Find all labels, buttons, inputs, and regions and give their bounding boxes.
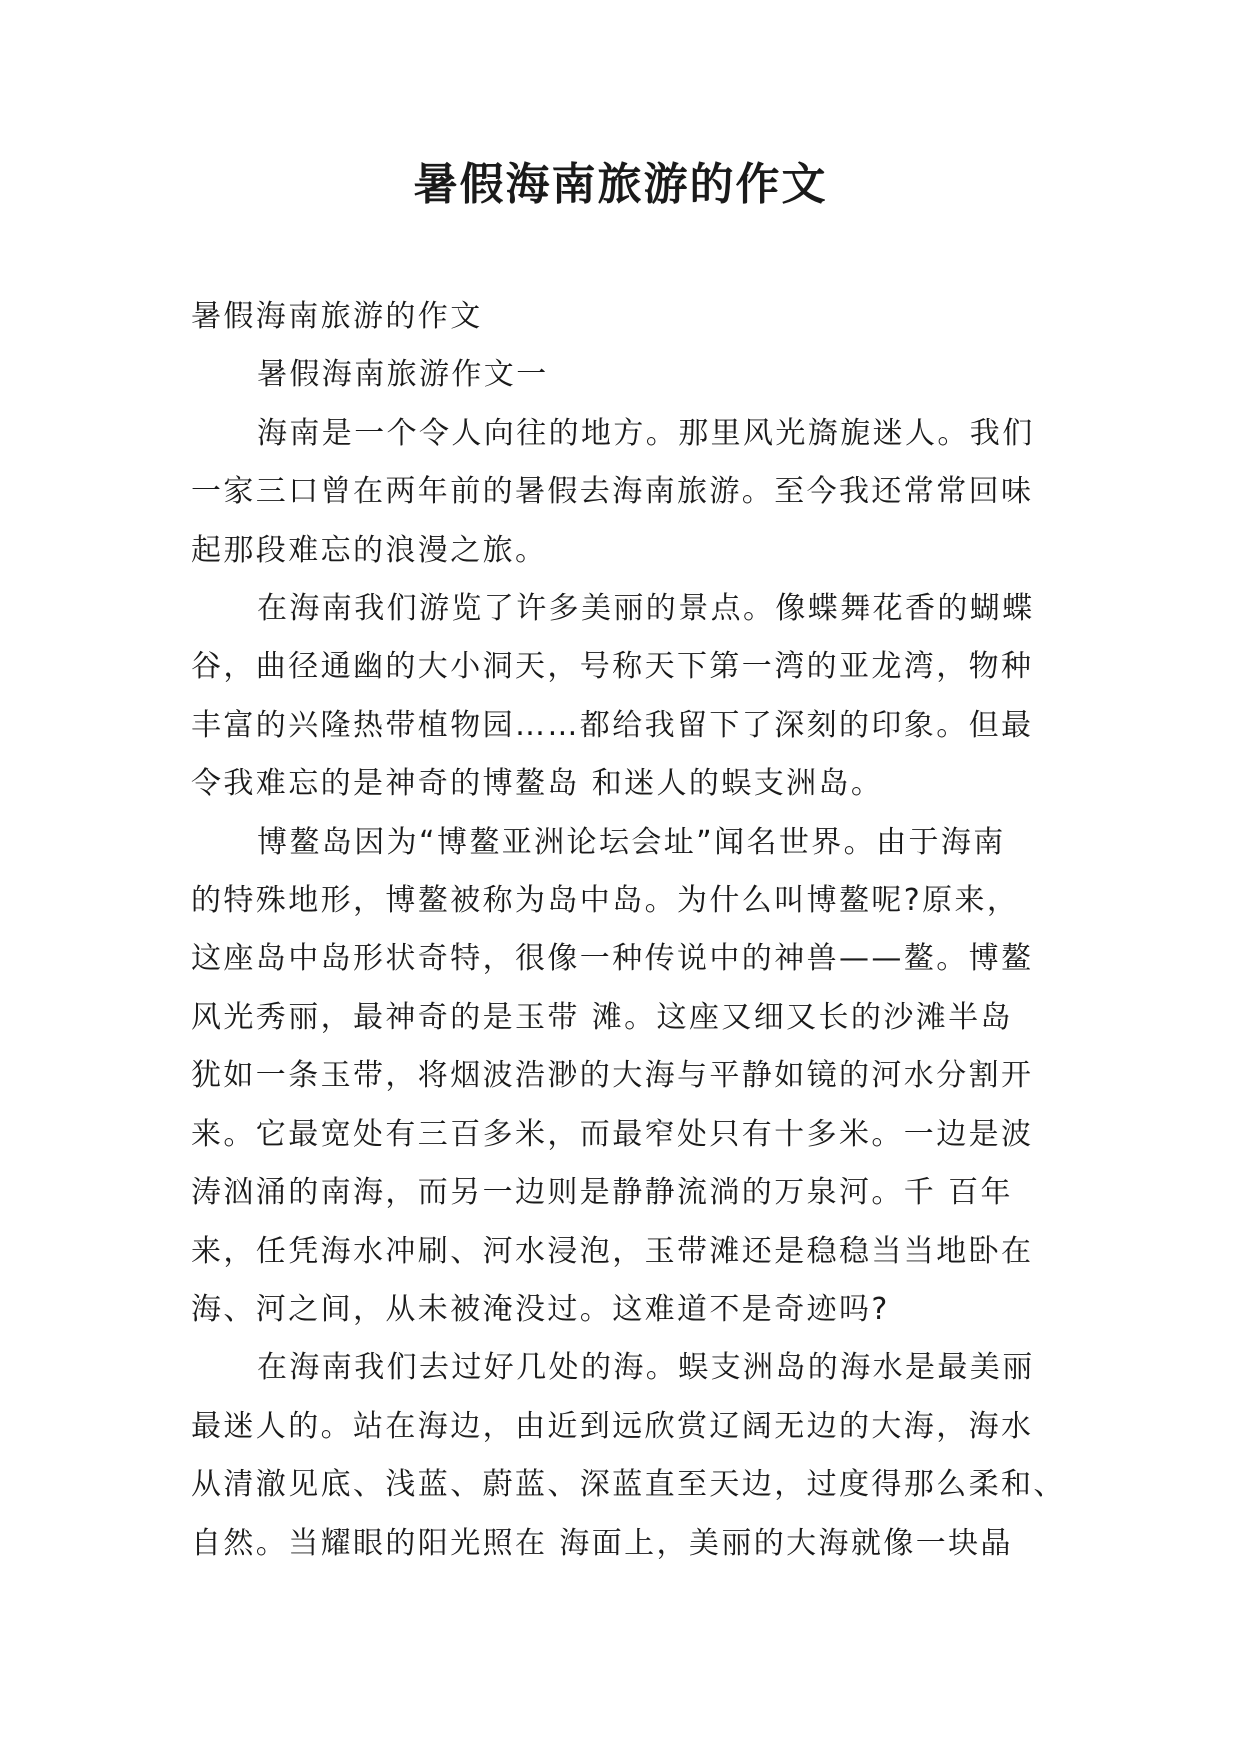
- text-line: 最迷人的。站在海边，由近到远欣赏辽阔无边的大海，海水: [191, 1408, 1034, 1444]
- text-line: 来，任凭海水冲刷、河水浸泡，玉带滩还是稳稳当当地卧在: [191, 1233, 1034, 1269]
- text-line: 海南是一个令人向往的地方。那里风光旖旎迷人。我们: [257, 415, 1035, 451]
- document-body: [191, 288, 1066, 1573]
- text-line: 在海南我们去过好几处的海。蜈支洲岛的海水是最美丽: [257, 1350, 1035, 1386]
- document-title: 暑假海南旅游的作文: [413, 159, 828, 210]
- text-line: 令我难忘的是神奇的博鳌岛 和迷人的蜈支洲岛。: [191, 766, 884, 802]
- text-line: 来。它最宽处有三百多米，而最窄处只有十多米。一边是波: [191, 1116, 1034, 1152]
- section-heading: 暑假海南旅游作文一: [257, 357, 549, 393]
- text-line: 从清澈见底、浅蓝、蔚蓝、深蓝直至天边，过度得那么柔和、: [191, 1467, 1066, 1503]
- text-line: 博鳌岛因为“博鳌亚洲论坛会址”闻名世界。由于海南: [257, 824, 1006, 860]
- text-line: 起那段难忘的浪漫之旅。: [191, 532, 548, 568]
- text-line: 涛汹涌的南海，而另一边则是静静流淌的万泉河。千 百年: [191, 1175, 1013, 1211]
- text-line: 的特殊地形，博鳌被称为岛中岛。为什么叫博鳌呢?原来，: [191, 883, 1020, 919]
- text-line: 犹如一条玉带，将烟波浩渺的大海与平静如镜的河水分割开: [191, 1058, 1034, 1094]
- text-line: 丰富的兴隆热带植物园……都给我留下了深刻的印象。但最: [191, 707, 1034, 743]
- text-line: 海、河之间，从未被淹没过。这难道不是奇迹吗?: [191, 1291, 890, 1327]
- text-line: 自然。当耀眼的阳光照在 海面上，美丽的大海就像一块晶: [191, 1525, 1013, 1561]
- text-line: 风光秀丽，最神奇的是玉带 滩。这座又细又长的沙滩半岛: [191, 999, 1013, 1035]
- text-line: 在海南我们游览了许多美丽的景点。像蝶舞花香的蝴蝶: [257, 591, 1035, 627]
- text-line: 这座岛中岛形状奇特，很像一种传说中的神兽——鳌。博鳌: [191, 941, 1034, 977]
- text-line: 谷，曲径通幽的大小洞天，号称天下第一湾的亚龙湾，物种: [191, 649, 1034, 685]
- text-line: 一家三口曾在两年前的暑假去海南旅游。至今我还常常回味: [191, 474, 1034, 510]
- subtitle-line: 暑假海南旅游的作文: [191, 299, 483, 334]
